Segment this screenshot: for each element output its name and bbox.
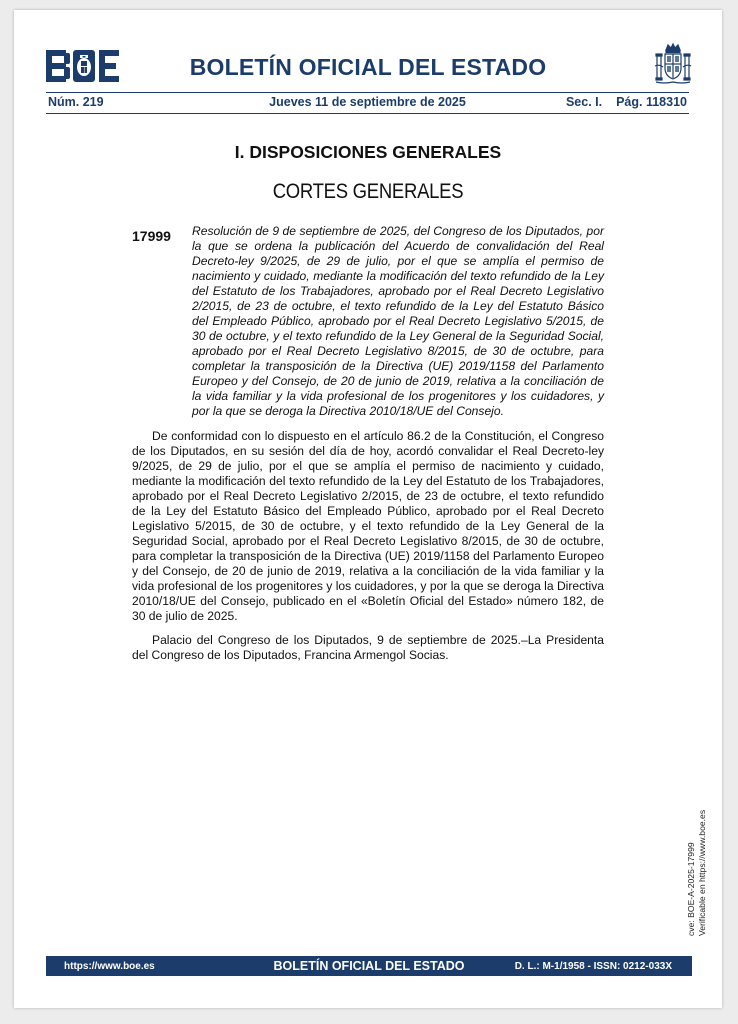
issue-meta-row: [46, 95, 689, 111]
page-number: Pág. 118310: [616, 95, 687, 109]
document-body: [132, 429, 604, 672]
body-paragraph: De conformidad con lo dispuesto en el artículo 86.2 de la Constitución, el Congreso de los Diputados, en su sesión del día de hoy, acordó convalidar el Real Decreto-ley 9/2025, de 29 de julio, por el que se amplía el permiso de nacimiento y cuidado, mediante la modificación del texto refundido de la Ley del Estatuto de los Trabajadores, aprobado por el Real Decreto Legislativo 2/2015, de 23 de octubre, el texto refundido de la Ley del Estatuto Básico del Empleado Público, aprobado por el Real Decreto Legislativo 5/2015, de 30 de octubre, y el texto refundido de la Ley General de la Seguridad Social, aprobado por el Real Decreto Legislativo 8/2015, de 30 de octubre, para completar la transposición de la Directiva (UE) 2019/1158 del Parlamento Europeo y del Consejo, de 20 de junio de 2019, relativa a la conciliación de la vida familiar y la vida profesional de los progenitores y los cuidadores, y por la que se deroga la Directiva 2010/18/UE del Consejo, publicado en el «Boletín Oficial del Estado» número 182, de 30 de julio de 2025.: [132, 429, 604, 623]
verification-code: [686, 810, 707, 936]
signature-paragraph: Palacio del Congreso de los Diputados, 9 de septiembre de 2025.–La Presidenta del Congreso de los Diputados, Francina Armengol Socias.: [132, 633, 604, 662]
document-number: 17999: [132, 228, 171, 244]
subsection-title: CORTES GENERALES: [272, 180, 464, 203]
section-title: I. DISPOSICIONES GENERALES: [234, 142, 502, 162]
resolution-summary: Resolución de 9 de septiembre de 2025, del Congreso de los Diputados, por la que se ordena la publicación del Acuerdo de convalidación del Real Decreto-ley 9/2025, de 29 de julio, por el que se amplía el permiso de nacimiento y cuidado, mediante la modificación del texto refundido de la Ley del Estatuto de los Trabajadores, aprobado por el Real Decreto Legislativo 2/2015, de 23 de octubre, el texto refundido de la Ley del Estatuto Básico del Empleado Público, aprobado por el Real Decreto Legislativo 5/2015, de 30 de octubre, y el texto refundido de la Ley General de la Seguridad Social, aprobado por el Real Decreto Legislativo 8/2015, de 30 de octubre, para completar la transposición de la Directiva (UE) 2019/1158 del Parlamento Europeo y del Consejo, de 20 de junio de 2019, relativa a la conciliación de la vida familiar y la vida profesional de los progenitores y los cuidadores, y por la que se deroga la Directiva 2010/18/UE del Consejo.: [192, 224, 604, 418]
spain-coat-of-arms-icon: [654, 42, 692, 86]
footer-url-link[interactable]: https://www.boe.es: [64, 961, 155, 972]
issue-number: Núm. 219: [48, 95, 104, 109]
header-rule-bottom: [46, 113, 689, 114]
verification-url: Verificable en https://www.boe.es: [696, 809, 707, 936]
boe-logo: [46, 50, 122, 82]
section-label: Sec. I.: [565, 95, 603, 109]
issue-date: Jueves 11 de septiembre de 2025: [269, 95, 466, 109]
section-page: [552, 95, 687, 109]
document-page: [14, 10, 722, 1008]
footer-title: BOLETÍN OFICIAL DEL ESTADO: [273, 959, 465, 973]
footer-legal: D. L.: M-1/1958 - ISSN: 0212-033X: [514, 961, 672, 972]
header-rule-top: [46, 92, 689, 93]
footer-bar: [46, 956, 692, 976]
cve-code: cve: BOE-A-2025-17999: [686, 842, 696, 936]
publication-title: BOLETÍN OFICIAL DEL ESTADO: [189, 54, 547, 80]
